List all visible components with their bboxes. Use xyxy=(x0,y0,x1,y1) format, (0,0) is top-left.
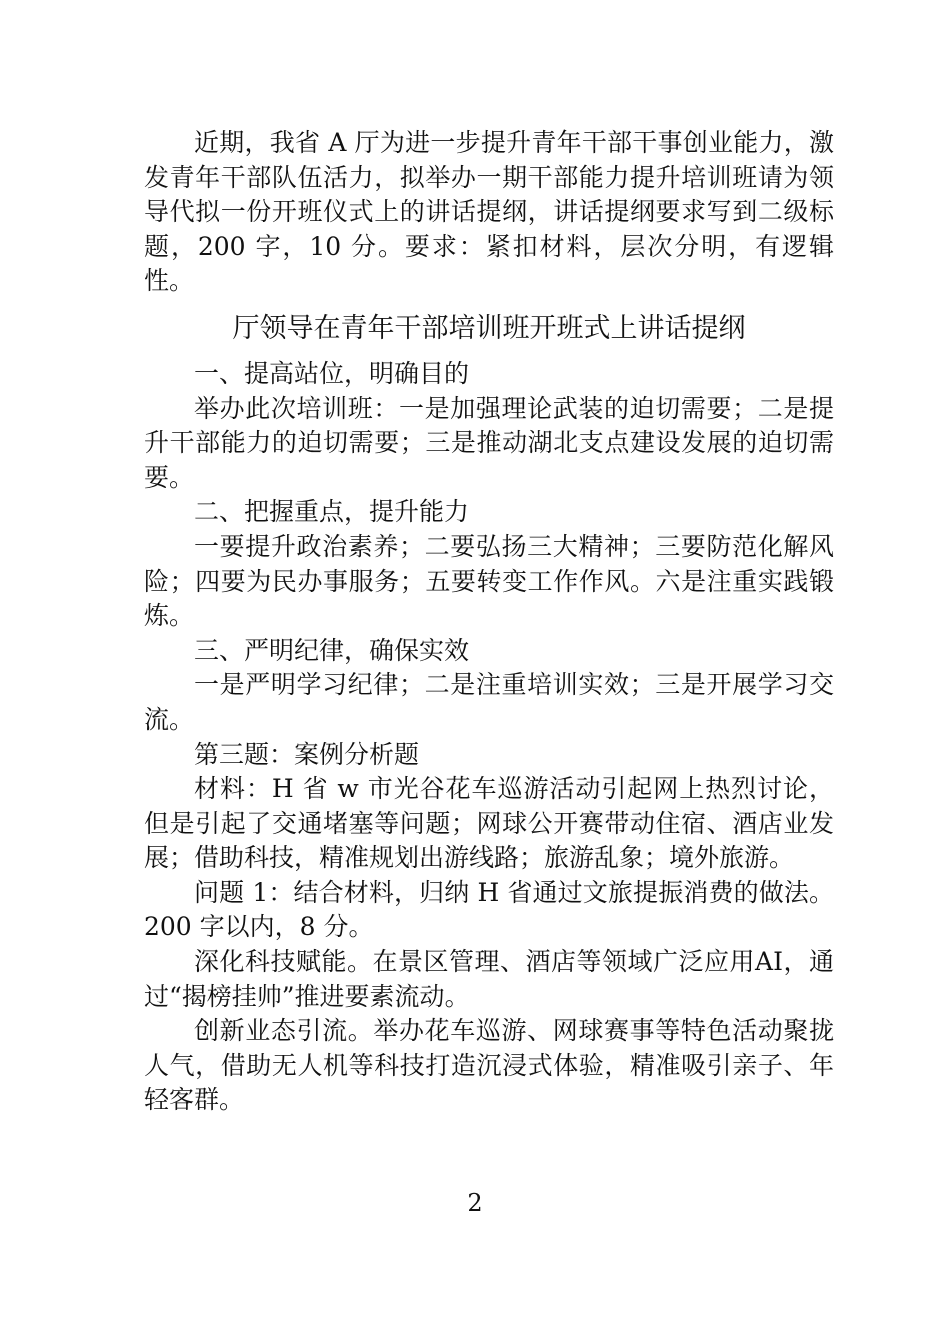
case-material: 材料：H 省 w 市光谷花车巡游活动引起网上热烈讨论，但是引起了交通堵塞等问题；网球公开赛带动住宿、酒店业发展；借助科技，精准规划出游线路；旅游乱象；境外旅游。 xyxy=(144,774,834,873)
section-heading: 一、提高站位，明确目的 xyxy=(194,358,470,388)
case-question: 问题 1：结合材料，归纳 H 省通过文旅提振消费的做法。200 字以内，8 分。 xyxy=(144,877,834,942)
section-body: 举办此次培训班：一是加强理论武装的迫切需要；二是提升干部能力的迫切需要；三是推动湖北支点建设发展的迫切需要。 xyxy=(144,393,834,492)
section-heading: 二、把握重点，提升能力 xyxy=(194,497,470,527)
section-body: 一是严明学习纪律；二是注重培训实效；三是开展学习交流。 xyxy=(144,670,834,734)
outline-title: 厅领导在青年干部培训班开班式上讲话提纲 xyxy=(232,312,746,344)
case-heading: 第三题：案例分析题 xyxy=(194,739,420,769)
page-number: 2 xyxy=(467,1189,483,1217)
section-body: 一要提升政治素养；二要弘扬三大精神；三要防范化解风险；四要为民办事服务；五要转变工作作风。六是注重实践锻炼。 xyxy=(144,531,834,631)
answer-paragraph: 深化科技赋能。在景区管理、酒店等领域广泛应用AI，通过“揭榜挂帅”推进要素流动。 xyxy=(144,947,834,1011)
section-heading: 三、严明纪律，确保实效 xyxy=(194,635,470,665)
page-content xyxy=(144,126,834,1118)
answer-paragraph: 创新业态引流。举办花车巡游、网球赛事等特色活动聚拢人气，借助无人机等科技打造沉浸式体验，精准吸引亲子、年轻客群。 xyxy=(144,1016,834,1115)
question-prompt: 近期，我省 A 厅为进一步提升青年干部干事创业能力，激发青年干部队伍活力，拟举办一期干部能力提升培训班请为领导代拟一份开班仪式上的讲话提纲，讲话提纲要求写到二级标题，200 字，10 分。要求：紧扣材料，层次分明，有逻辑性。 xyxy=(144,128,834,296)
